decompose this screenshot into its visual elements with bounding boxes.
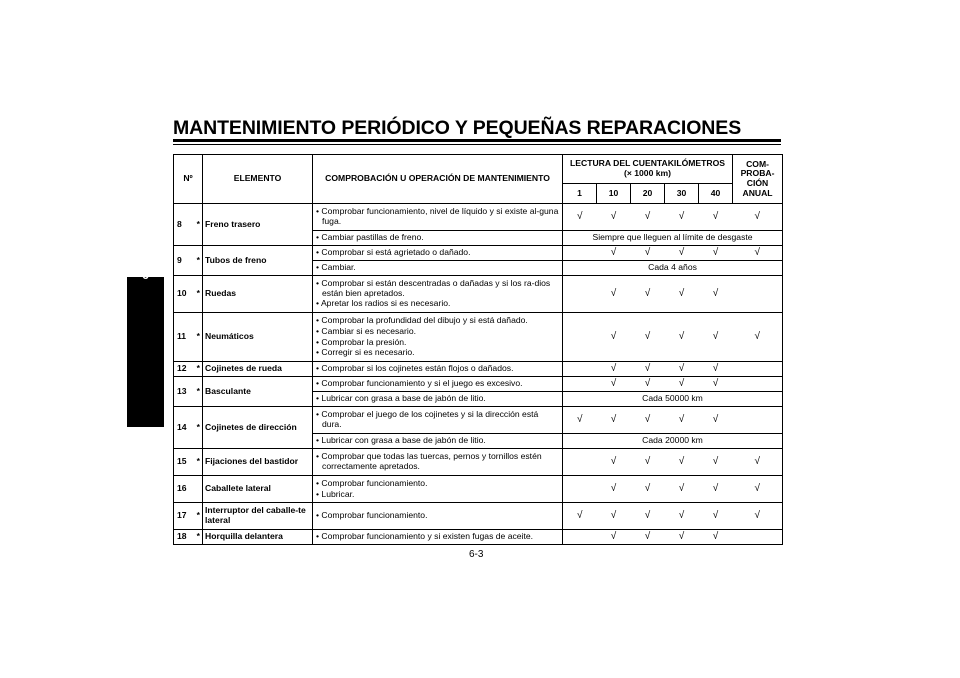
check-mark-icon: √ xyxy=(754,456,761,468)
table-row xyxy=(174,503,783,530)
bullet-icon: • xyxy=(316,363,320,374)
item-element: Tubos de freno xyxy=(203,246,313,276)
item-number: 16 xyxy=(174,476,195,503)
header-km-30: 30 xyxy=(665,184,699,204)
operation-line xyxy=(316,477,560,489)
header-km-10: 10 xyxy=(597,184,631,204)
km-check-cell xyxy=(563,530,597,545)
operation-cell xyxy=(313,204,563,231)
check-mark-icon: √ xyxy=(678,363,685,375)
operation-cell xyxy=(313,407,563,434)
operation-line xyxy=(316,510,560,521)
bullet-icon: • xyxy=(316,531,320,542)
check-mark-icon: √ xyxy=(712,363,719,375)
km-check-cell xyxy=(597,407,631,434)
km-check-cell xyxy=(665,276,699,313)
annual-check-cell xyxy=(733,530,783,545)
title-rule xyxy=(173,139,781,142)
operation-text: Comprobar la profundidad del dibujo y si está dañado. xyxy=(321,315,528,326)
km-check-cell xyxy=(597,313,631,362)
check-mark-icon: √ xyxy=(610,288,617,300)
table-row xyxy=(174,530,783,545)
header-element: ELEMENTO xyxy=(203,155,313,204)
bullet-icon: • xyxy=(316,451,320,462)
operation-line xyxy=(316,435,560,446)
bullet-icon: • xyxy=(316,409,320,420)
check-mark-icon: √ xyxy=(678,510,685,522)
asterisk-mark: * xyxy=(195,377,203,407)
operation-line xyxy=(316,247,560,258)
check-mark-icon: √ xyxy=(644,288,651,300)
table-row xyxy=(174,407,783,434)
km-check-cell xyxy=(665,449,699,476)
check-mark-icon: √ xyxy=(610,331,617,343)
item-number: 13 xyxy=(174,377,195,407)
annual-check-cell xyxy=(733,313,783,362)
operation-line xyxy=(316,298,560,309)
table-row xyxy=(174,362,783,377)
annual-check-cell xyxy=(733,449,783,476)
km-check-cell xyxy=(597,204,631,231)
km-check-cell xyxy=(563,377,597,392)
chapter-number: 6 xyxy=(142,268,149,282)
asterisk-mark: * xyxy=(195,204,203,246)
operation-line xyxy=(316,262,560,273)
table-row xyxy=(174,276,783,313)
check-mark-icon: √ xyxy=(712,331,719,343)
km-check-cell xyxy=(699,503,733,530)
km-check-cell xyxy=(631,407,665,434)
check-mark-icon: √ xyxy=(712,414,719,426)
bullet-icon: • xyxy=(316,298,320,309)
km-check-cell xyxy=(631,204,665,231)
km-check-cell xyxy=(597,503,631,530)
km-check-cell xyxy=(699,449,733,476)
km-check-cell xyxy=(631,449,665,476)
header-odometer-unit: (× 1000 km) xyxy=(623,168,672,178)
check-mark-icon: √ xyxy=(678,378,685,390)
header-km-40: 40 xyxy=(699,184,733,204)
item-element: Cojinetes de dirección xyxy=(203,407,313,449)
km-check-cell xyxy=(699,407,733,434)
km-check-cell xyxy=(597,449,631,476)
check-mark-icon: √ xyxy=(712,456,719,468)
check-mark-icon: √ xyxy=(610,531,617,543)
km-check-cell xyxy=(665,313,699,362)
maintenance-rows xyxy=(174,204,783,545)
check-mark-icon: √ xyxy=(644,247,651,259)
item-element: Horquilla delantera xyxy=(203,530,313,545)
check-mark-icon: √ xyxy=(712,247,719,259)
km-check-cell xyxy=(597,276,631,313)
check-mark-icon: √ xyxy=(712,211,719,223)
bullet-icon: • xyxy=(316,435,320,446)
km-check-cell xyxy=(665,476,699,503)
header-check: COMPROBACIÓN U OPERACIÓN DE MANTENIMIENTO xyxy=(313,155,563,204)
bullet-icon: • xyxy=(316,393,320,404)
km-check-cell xyxy=(699,276,733,313)
operation-line xyxy=(316,393,560,404)
bullet-icon: • xyxy=(316,325,320,336)
annual-check-cell xyxy=(733,407,783,434)
asterisk-mark: * xyxy=(195,313,203,362)
km-check-cell xyxy=(563,204,597,231)
bullet-icon: • xyxy=(316,336,320,347)
item-element: Basculante xyxy=(203,377,313,407)
item-element: Ruedas xyxy=(203,276,313,313)
km-check-cell xyxy=(631,476,665,503)
header-km-1: 1 xyxy=(563,184,597,204)
table-row xyxy=(174,476,783,503)
check-mark-icon: √ xyxy=(712,510,719,522)
km-check-cell xyxy=(631,503,665,530)
check-mark-icon: √ xyxy=(712,288,719,300)
operation-text: Apretar los radios si es necesario. xyxy=(320,298,451,309)
operation-line xyxy=(316,232,560,243)
table-row xyxy=(174,204,783,231)
km-check-cell xyxy=(699,377,733,392)
check-mark-icon: √ xyxy=(644,483,651,495)
km-check-cell xyxy=(597,362,631,377)
bullet-icon: • xyxy=(316,347,320,358)
km-check-cell xyxy=(699,246,733,261)
table-row xyxy=(174,313,783,362)
operation-cell xyxy=(313,362,563,377)
operation-text: Comprobar funcionamiento. xyxy=(321,477,428,488)
bullet-icon: • xyxy=(316,378,320,389)
check-mark-icon: √ xyxy=(712,483,719,495)
check-mark-icon: √ xyxy=(644,363,651,375)
operation-line xyxy=(316,451,560,471)
km-check-cell xyxy=(597,530,631,545)
bullet-icon: • xyxy=(316,488,320,499)
operation-line xyxy=(316,378,560,389)
bullet-icon: • xyxy=(316,477,320,488)
item-number: 17 xyxy=(174,503,195,530)
asterisk-mark: * xyxy=(195,530,203,545)
check-mark-icon: √ xyxy=(610,456,617,468)
operation-cell xyxy=(313,503,563,530)
check-mark-icon: √ xyxy=(610,510,617,522)
table-row xyxy=(174,449,783,476)
check-mark-icon: √ xyxy=(754,483,761,495)
item-element: Freno trasero xyxy=(203,204,313,246)
operation-cell xyxy=(313,449,563,476)
check-mark-icon: √ xyxy=(644,378,651,390)
check-mark-icon: √ xyxy=(644,211,651,223)
operation-line xyxy=(316,363,560,374)
km-check-cell xyxy=(563,476,597,503)
operation-text: Comprobar si los cojinetes están flojos o dañados. xyxy=(321,363,514,374)
check-mark-icon: √ xyxy=(678,456,685,468)
operation-line xyxy=(316,488,560,500)
asterisk-mark xyxy=(195,476,203,503)
operation-text: Comprobar si está agrietado o dañado. xyxy=(321,247,471,258)
operation-line xyxy=(316,409,560,429)
annual-check-cell xyxy=(733,362,783,377)
operation-cell xyxy=(313,231,563,246)
operation-line xyxy=(316,315,560,326)
annual-check-cell xyxy=(733,204,783,231)
maintenance-table xyxy=(173,154,783,545)
table-row xyxy=(174,246,783,261)
annual-check-cell xyxy=(733,246,783,261)
asterisk-mark: * xyxy=(195,362,203,377)
operation-cell xyxy=(313,246,563,261)
km-check-cell xyxy=(699,313,733,362)
check-mark-icon: √ xyxy=(678,531,685,543)
header-odometer xyxy=(563,155,733,184)
km-check-cell xyxy=(597,246,631,261)
operation-cell xyxy=(313,377,563,392)
header-odometer-label: LECTURA DEL CUENTAKILÓMETROS xyxy=(570,158,726,169)
operation-text: Cambiar si es necesario. xyxy=(321,325,416,336)
annual-check-cell xyxy=(733,503,783,530)
operation-line xyxy=(316,347,560,358)
check-mark-icon: √ xyxy=(577,211,583,223)
km-check-cell xyxy=(563,362,597,377)
km-check-cell xyxy=(631,377,665,392)
bullet-icon: • xyxy=(316,247,320,258)
asterisk-mark: * xyxy=(195,276,203,313)
km-check-cell xyxy=(563,313,597,362)
km-check-cell xyxy=(665,407,699,434)
operation-text: Comprobar si están descentradas o dañadas y si los ra-dios están bien apretados. xyxy=(321,278,551,298)
check-mark-icon: √ xyxy=(678,414,685,426)
km-check-cell xyxy=(631,276,665,313)
check-mark-icon: √ xyxy=(712,531,719,543)
item-number: 8 xyxy=(174,204,195,246)
annual-check-cell xyxy=(733,377,783,392)
km-check-cell xyxy=(699,530,733,545)
km-check-cell xyxy=(563,276,597,313)
operation-cell xyxy=(313,530,563,545)
check-mark-icon: √ xyxy=(610,414,617,426)
operation-cell xyxy=(313,476,563,503)
operation-line xyxy=(316,531,560,542)
item-element: Interruptor del caballe-te lateral xyxy=(203,503,313,530)
item-element: Cojinetes de rueda xyxy=(203,362,313,377)
asterisk-mark: * xyxy=(195,246,203,276)
operation-line xyxy=(316,278,560,298)
item-number: 9 xyxy=(174,246,195,276)
operation-text: Cambiar pastillas de freno. xyxy=(321,232,424,243)
page-number: 6-3 xyxy=(469,549,484,560)
asterisk-mark: * xyxy=(195,449,203,476)
item-element: Neumáticos xyxy=(203,313,313,362)
item-number: 11 xyxy=(174,313,195,362)
check-mark-icon: √ xyxy=(678,211,685,223)
bullet-icon: • xyxy=(316,262,320,273)
interval-note: Cada 4 años xyxy=(563,261,783,276)
chapter-tab xyxy=(127,268,164,427)
operation-text: Comprobar el juego de los cojinetes y si la dirección está dura. xyxy=(321,409,539,429)
check-mark-icon: √ xyxy=(678,331,685,343)
interval-note: Cada 20000 km xyxy=(563,434,783,449)
operation-text: Comprobar funcionamiento y si el juego es excesivo. xyxy=(321,378,523,389)
page-title: MANTENIMIENTO PERIÓDICO Y PEQUEÑAS REPARACIONES xyxy=(173,117,742,139)
check-mark-icon: √ xyxy=(754,211,761,223)
item-element: Fijaciones del bastidor xyxy=(203,449,313,476)
bullet-icon: • xyxy=(316,315,320,326)
check-mark-icon: √ xyxy=(644,414,651,426)
item-element: Caballete lateral xyxy=(203,476,313,503)
interval-note: Cada 50000 km xyxy=(563,392,783,407)
operation-text: Lubricar con grasa a base de jabón de litio. xyxy=(321,435,486,446)
asterisk-mark: * xyxy=(195,407,203,449)
operation-text: Lubricar. xyxy=(321,488,355,499)
item-number: 12 xyxy=(174,362,195,377)
check-mark-icon: √ xyxy=(678,247,685,259)
table-row xyxy=(174,377,783,392)
check-mark-icon: √ xyxy=(712,378,719,390)
annual-check-cell xyxy=(733,276,783,313)
header-no: Nº xyxy=(174,155,203,204)
operation-cell xyxy=(313,313,563,362)
km-check-cell xyxy=(665,503,699,530)
header-km-20: 20 xyxy=(631,184,665,204)
operation-text: Cambiar. xyxy=(321,262,356,273)
km-check-cell xyxy=(631,246,665,261)
header-annual: COM-PROBA-CIÓN ANUAL xyxy=(733,155,783,204)
operation-text: Comprobar funcionamiento, nivel de líquido y si existe al-guna fuga. xyxy=(321,206,559,226)
check-mark-icon: √ xyxy=(644,331,651,343)
operation-text: Lubricar con grasa a base de jabón de litio. xyxy=(321,393,486,404)
check-mark-icon: √ xyxy=(577,510,583,522)
km-check-cell xyxy=(665,204,699,231)
km-check-cell xyxy=(699,204,733,231)
check-mark-icon: √ xyxy=(610,378,617,390)
km-check-cell xyxy=(563,407,597,434)
km-check-cell xyxy=(631,530,665,545)
bullet-icon: • xyxy=(316,278,320,289)
item-number: 10 xyxy=(174,276,195,313)
operation-cell xyxy=(313,434,563,449)
item-number: 18 xyxy=(174,530,195,545)
operation-text: Comprobar funcionamiento. xyxy=(321,510,428,521)
item-number: 14 xyxy=(174,407,195,449)
km-check-cell xyxy=(563,503,597,530)
check-mark-icon: √ xyxy=(610,483,617,495)
km-check-cell xyxy=(631,362,665,377)
km-check-cell xyxy=(631,313,665,362)
check-mark-icon: √ xyxy=(754,331,761,343)
km-check-cell xyxy=(563,449,597,476)
bullet-icon: • xyxy=(316,510,320,521)
km-check-cell xyxy=(699,476,733,503)
item-number: 15 xyxy=(174,449,195,476)
check-mark-icon: √ xyxy=(577,414,583,426)
operation-text: Comprobar funcionamiento y si existen fugas de aceite. xyxy=(321,531,534,542)
km-check-cell xyxy=(597,377,631,392)
operation-text: Comprobar la presión. xyxy=(321,336,407,347)
operation-text: Corregir si es necesario. xyxy=(321,347,415,358)
operation-cell xyxy=(313,392,563,407)
title-rule-thin xyxy=(173,144,781,145)
check-mark-icon: √ xyxy=(610,247,617,259)
check-mark-icon: √ xyxy=(644,510,651,522)
km-check-cell xyxy=(665,377,699,392)
check-mark-icon: √ xyxy=(754,510,761,522)
km-check-cell xyxy=(665,530,699,545)
bullet-icon: • xyxy=(316,206,320,217)
km-check-cell xyxy=(597,476,631,503)
asterisk-mark: * xyxy=(195,503,203,530)
km-check-cell xyxy=(665,246,699,261)
annual-check-cell xyxy=(733,476,783,503)
check-mark-icon: √ xyxy=(754,247,761,259)
bullet-icon: • xyxy=(316,232,320,243)
operation-text: Comprobar que todas las tuercas, pernos y tornillos estén correctamente apretados. xyxy=(321,451,542,471)
operation-cell xyxy=(313,261,563,276)
km-check-cell xyxy=(699,362,733,377)
operation-line xyxy=(316,206,560,226)
operation-line xyxy=(316,325,560,337)
km-check-cell xyxy=(665,362,699,377)
check-mark-icon: √ xyxy=(610,363,617,375)
interval-note: Siempre que lleguen al límite de desgaste xyxy=(563,231,783,246)
check-mark-icon: √ xyxy=(644,531,651,543)
operation-cell xyxy=(313,276,563,313)
check-mark-icon: √ xyxy=(678,483,685,495)
operation-line xyxy=(316,336,560,348)
check-mark-icon: √ xyxy=(644,456,651,468)
km-check-cell xyxy=(563,246,597,261)
check-mark-icon: √ xyxy=(678,288,685,300)
check-mark-icon: √ xyxy=(610,211,617,223)
